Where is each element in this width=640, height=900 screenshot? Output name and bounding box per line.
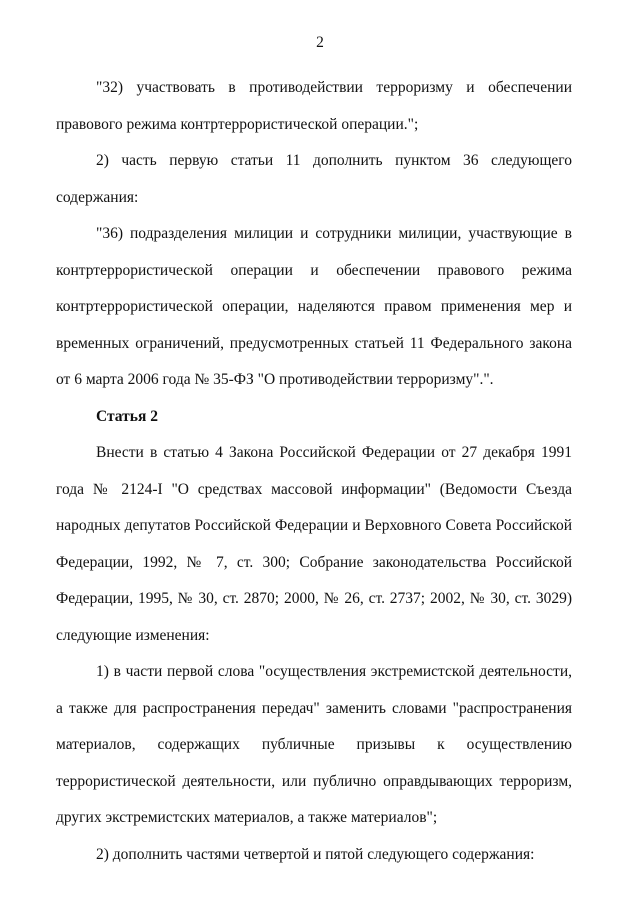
paragraph-item-36: "36) подразделения милиции и сотрудники милиции, участвующие в контртеррористической операции и обеспечении правового режима контртеррористической операции, наделяются правом применения мер и временных ограничений, предусмотренных статьей 11 Федерального закона от 6 марта 2006 года № 35-ФЗ "О противодействии терроризму".".: [56, 225, 572, 388]
page-number: 2: [316, 34, 324, 51]
paragraph-article-2-intro: Внести в статью 4 Закона Российской Федерации от 27 декабря 1991 года № 2124-I "О средствах массовой информации" (Ведомости Съезда народных депутатов Российской Федерации и Верховного Совета Российской Федерации, 1992, № 7, ст. 300; Собрание законодательства Российской Федерации, 1995, № 30, ст. 2870; 2000, № 26, ст. 2737; 2002, № 30, ст. 3029) следующие изменения:: [56, 444, 572, 644]
paragraph-item-32: "32) участвовать в противодействии терроризму и обеспечении правового режима контртеррористической операции.";: [56, 79, 572, 133]
article-heading: Статья 2: [96, 407, 158, 425]
paragraph-change-2: 2) дополнить частями четвертой и пятой следующего содержания:: [96, 845, 535, 863]
document-body: [56, 70, 572, 873]
paragraph-amend-article-11: 2) часть первую статьи 11 дополнить пунктом 36 следующего содержания:: [56, 152, 572, 206]
paragraph-change-1: 1) в части первой слова "осуществления экстремистской деятельности, а также для распространения передач" заменить словами "распространения материалов, содержащих публичные призывы к осуществлению террористической деятельности, или публично оправдывающих терроризм, других экстремистских материалов, а также материалов";: [56, 663, 572, 826]
